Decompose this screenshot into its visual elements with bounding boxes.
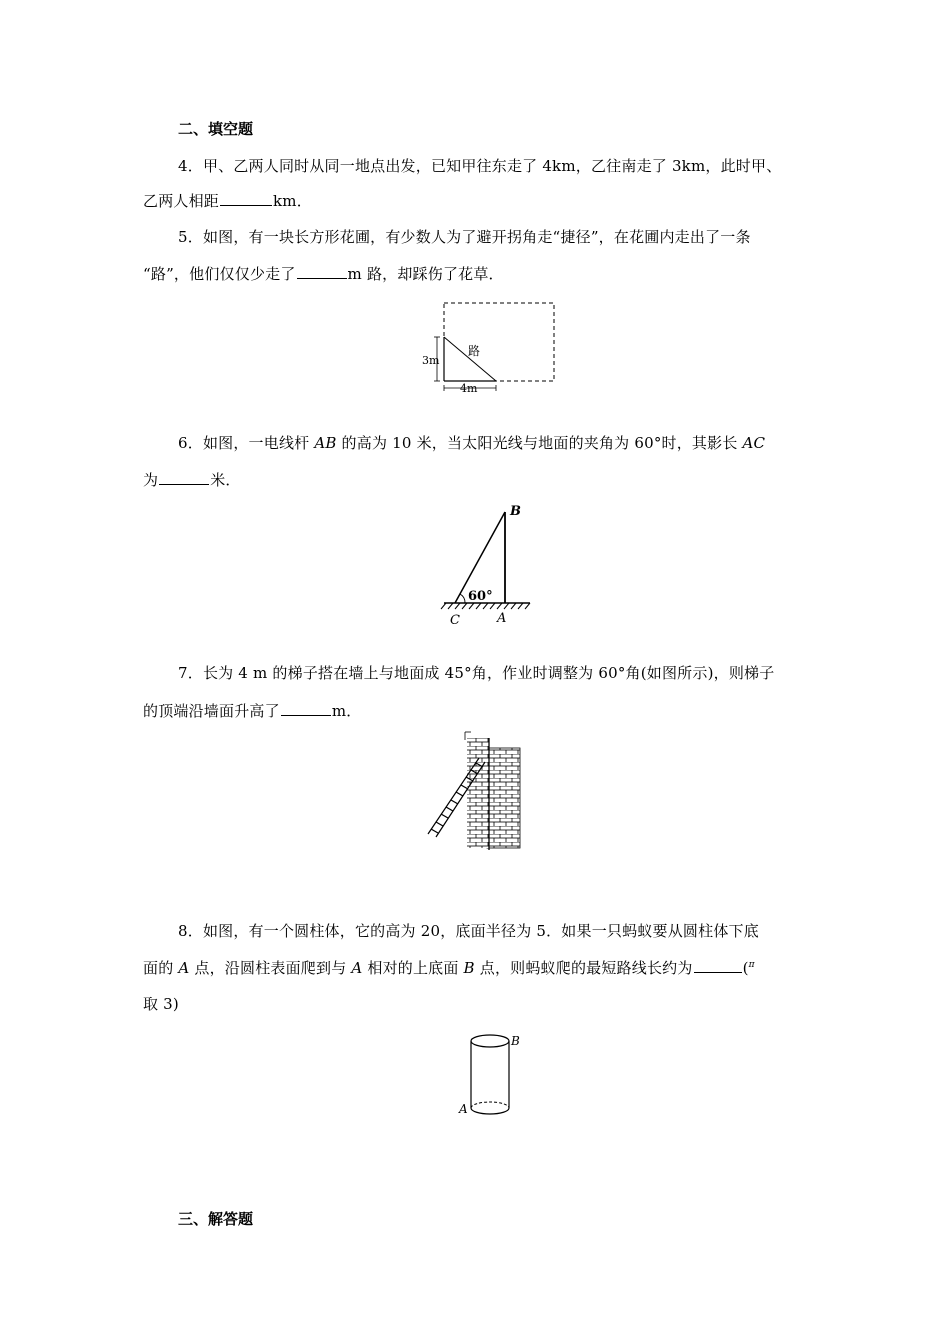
cylinder-bottom-front <box>471 1108 509 1114</box>
section-3-title: 三、解答题 <box>178 1210 254 1228</box>
label-3m: 3m <box>422 354 440 367</box>
q7-line2 <box>143 700 361 721</box>
q7-ladder-figure <box>425 730 525 855</box>
point-b-label: B <box>510 504 521 519</box>
q6-line2 <box>143 469 241 490</box>
q8-answer-blank <box>694 971 742 973</box>
q8-point-a2: A <box>351 959 363 977</box>
q6-line1-a: 6．如图，一电线杆 <box>178 434 315 452</box>
q8-point-b: B <box>463 959 475 977</box>
label-4m: 4m <box>460 382 478 395</box>
q6-ac: AC <box>742 434 766 452</box>
q8-point-a: A <box>178 959 190 977</box>
cyl-point-a: A <box>459 1102 468 1116</box>
brick-wall-right <box>487 748 520 848</box>
q5-answer-blank <box>297 277 347 279</box>
q5-garden-figure <box>418 298 560 396</box>
q6-line1 <box>178 432 765 453</box>
q6-line2-pre: 为 <box>143 471 159 489</box>
q6-ab: AB <box>314 434 337 452</box>
q8-line3: 取 3) <box>143 995 179 1013</box>
q6-answer-blank <box>159 483 209 485</box>
q8-line2-a: 面的 <box>143 959 179 977</box>
q8-cylinder-figure <box>452 1028 532 1128</box>
angle-arc <box>460 594 465 603</box>
q4-line2 <box>143 190 312 211</box>
q8-line2-b: 点，沿圆柱表面爬到与 <box>189 959 352 977</box>
point-c-label: C <box>450 613 460 628</box>
angle-label: 60° <box>468 589 493 604</box>
cylinder-top <box>471 1035 509 1047</box>
q5-line1: 5．如图，有一块长方形花圃，有少数人为了避开拐角走“捷径”，在花圃内走出了一条 <box>178 228 751 246</box>
q7-line1: 7．长为 4 m 的梯子搭在墙上与地面成 45°角，作业时调整为 60°角(如图所示)，则梯子 <box>178 664 775 682</box>
q8-line2 <box>143 957 755 978</box>
q4-answer-blank <box>220 204 272 206</box>
q5-line2-pre: “路”，他们仅仅少走了 <box>143 265 296 283</box>
q4-line2-post: km． <box>273 192 312 210</box>
q4-line1: 4．甲、乙两人同时从同一地点出发，已知甲往东走了 4km，乙往南走了 3km，此时甲、 <box>178 157 782 175</box>
cylinder-bottom-back <box>471 1102 509 1108</box>
section-2-title: 二、填空题 <box>178 120 254 138</box>
q8-line2-e: ( <box>742 959 749 977</box>
q7-line2-post: m． <box>331 702 362 720</box>
q5-line2 <box>143 263 504 284</box>
q8-line2-c: 相对的上底面 <box>362 959 464 977</box>
point-a-label: A <box>497 611 507 626</box>
q8-line1: 8．如图，有一个圆柱体，它的高为 20，底面半径为 5．如果一只蚂蚁要从圆柱体下底 <box>178 922 759 940</box>
garden-dashed-rect <box>444 303 554 381</box>
q7-answer-blank <box>281 714 331 716</box>
q6-line2-post: 米． <box>210 471 241 489</box>
q8-pi: π <box>748 960 755 970</box>
q8-line2-d: 点，则蚂蚁爬的最短路线长约为 <box>474 959 693 977</box>
cyl-point-b: B <box>511 1034 520 1048</box>
q6-pole-figure <box>438 500 538 630</box>
q4-line2-pre: 乙两人相距 <box>143 192 220 210</box>
brick-wall-left <box>467 738 489 848</box>
road-label: 路 <box>468 344 481 358</box>
q5-line2-post: m 路，却踩伤了花草． <box>347 265 504 283</box>
q6-line1-b: 的高为 10 米，当太阳光线与地面的夹角为 60°时，其影长 <box>336 434 743 452</box>
q7-line2-pre: 的顶端沿墙面升高了 <box>143 702 280 720</box>
